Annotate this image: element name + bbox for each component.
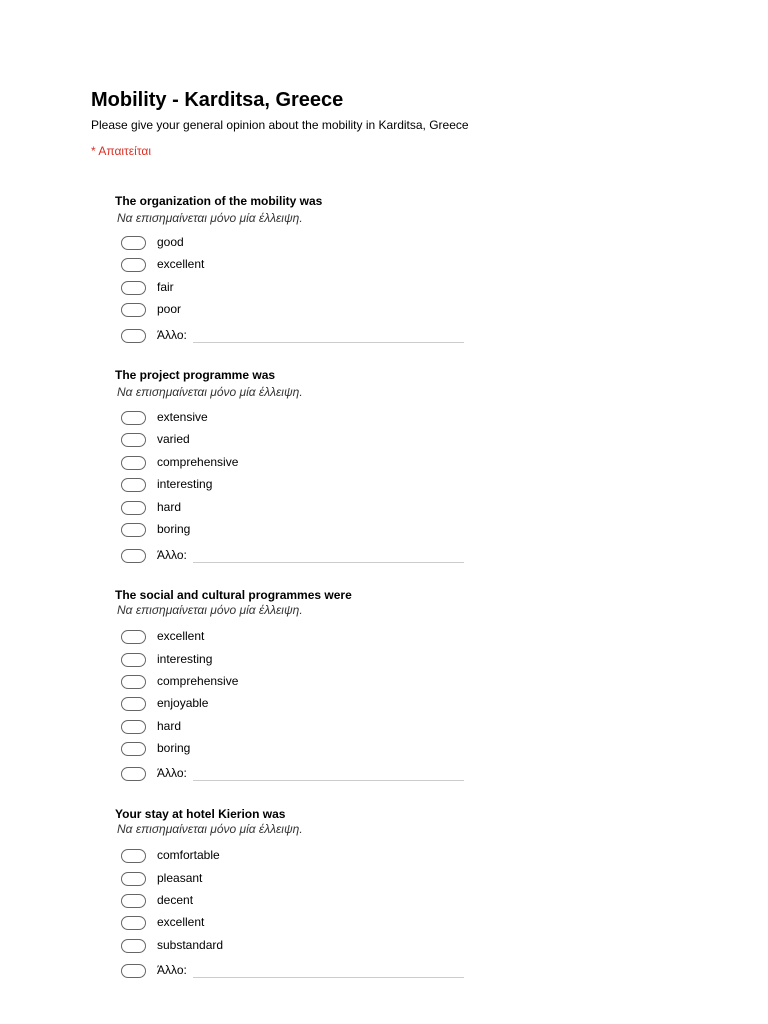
radio-button[interactable]: [121, 303, 146, 317]
option-label: poor: [157, 302, 182, 316]
radio-button[interactable]: [121, 894, 146, 908]
option-label: excellent: [157, 257, 205, 271]
question-title: The organization of the mobility was: [115, 194, 323, 208]
option-pleasant[interactable]: [0, 869, 500, 889]
option-fair[interactable]: [0, 278, 500, 298]
option-label: good: [157, 235, 184, 249]
question-header: [0, 806, 600, 822]
form-title: Mobility - Karditsa, Greece: [91, 89, 344, 111]
radio-button[interactable]: [121, 767, 146, 781]
option-other[interactable]: [0, 326, 500, 346]
option-boring[interactable]: [0, 739, 500, 759]
other-label: Άλλο:: [157, 766, 187, 780]
form-description: Please give your general opinion about the mobility in Karditsa, Greece: [91, 118, 469, 132]
option-label: interesting: [157, 652, 213, 666]
option-label: comfortable: [157, 848, 220, 862]
option-excellent[interactable]: [0, 913, 500, 933]
option-other[interactable]: [0, 546, 500, 566]
question-header: [0, 367, 600, 383]
question-title: The social and cultural programmes were: [115, 588, 352, 602]
option-poor[interactable]: [0, 300, 500, 320]
radio-button[interactable]: [121, 916, 146, 930]
option-label: decent: [157, 893, 194, 907]
option-decent[interactable]: [0, 891, 500, 911]
question-hint: Να επισημαίνεται μόνο μία έλλειψη.: [117, 822, 303, 836]
option-good[interactable]: [0, 233, 500, 253]
option-label: hard: [157, 500, 182, 514]
option-label: comprehensive: [157, 674, 239, 688]
radio-button[interactable]: [121, 675, 146, 689]
radio-button[interactable]: [121, 329, 146, 343]
option-label: excellent: [157, 629, 205, 643]
radio-button[interactable]: [121, 411, 146, 425]
radio-button[interactable]: [121, 236, 146, 250]
radio-button[interactable]: [121, 433, 146, 447]
option-excellent[interactable]: [0, 255, 500, 275]
option-label: hard: [157, 719, 182, 733]
radio-button[interactable]: [121, 630, 146, 644]
option-hard[interactable]: [0, 498, 500, 518]
question-header: [0, 193, 600, 209]
option-other[interactable]: [0, 961, 500, 981]
radio-button[interactable]: [121, 478, 146, 492]
option-label: extensive: [157, 410, 208, 424]
option-comprehensive[interactable]: [0, 453, 500, 473]
option-excellent[interactable]: [0, 627, 500, 647]
option-label: comprehensive: [157, 455, 239, 469]
required-note: * Απαιτείται: [91, 144, 151, 158]
option-label: enjoyable: [157, 696, 209, 710]
option-boring[interactable]: [0, 520, 500, 540]
option-label: boring: [157, 522, 191, 536]
radio-button[interactable]: [121, 549, 146, 563]
radio-button[interactable]: [121, 653, 146, 667]
radio-button[interactable]: [121, 523, 146, 537]
other-text-field[interactable]: [193, 342, 464, 343]
question-title: Your stay at hotel Kierion was: [115, 807, 286, 821]
radio-button[interactable]: [121, 849, 146, 863]
option-interesting[interactable]: [0, 475, 500, 495]
other-label: Άλλο:: [157, 963, 187, 977]
option-substandard[interactable]: [0, 936, 500, 956]
option-interesting[interactable]: [0, 650, 500, 670]
radio-button[interactable]: [121, 258, 146, 272]
option-varied[interactable]: [0, 430, 500, 450]
radio-button[interactable]: [121, 939, 146, 953]
radio-button[interactable]: [121, 697, 146, 711]
question-hint: Να επισημαίνεται μόνο μία έλλειψη.: [117, 603, 303, 617]
option-other[interactable]: [0, 764, 500, 784]
radio-button[interactable]: [121, 720, 146, 734]
question-header: [0, 587, 600, 603]
radio-button[interactable]: [121, 872, 146, 886]
question-hint: Να επισημαίνεται μόνο μία έλλειψη.: [117, 211, 303, 225]
option-comprehensive[interactable]: [0, 672, 500, 692]
radio-button[interactable]: [121, 281, 146, 295]
option-label: pleasant: [157, 871, 203, 885]
radio-button[interactable]: [121, 964, 146, 978]
option-hard[interactable]: [0, 717, 500, 737]
option-label: boring: [157, 741, 191, 755]
question-title: The project programme was: [115, 368, 276, 382]
other-text-field[interactable]: [193, 780, 464, 781]
option-enjoyable[interactable]: [0, 694, 500, 714]
other-text-field[interactable]: [193, 562, 464, 563]
radio-button[interactable]: [121, 456, 146, 470]
other-label: Άλλο:: [157, 548, 187, 562]
question-hint: Να επισημαίνεται μόνο μία έλλειψη.: [117, 385, 303, 399]
other-label: Άλλο:: [157, 328, 187, 342]
option-comfortable[interactable]: [0, 846, 500, 866]
option-extensive[interactable]: [0, 408, 500, 428]
option-label: interesting: [157, 477, 213, 491]
radio-button[interactable]: [121, 501, 146, 515]
radio-button[interactable]: [121, 742, 146, 756]
option-label: fair: [157, 280, 174, 294]
other-text-field[interactable]: [193, 977, 464, 978]
option-label: excellent: [157, 915, 205, 929]
option-label: substandard: [157, 938, 224, 952]
option-label: varied: [157, 432, 190, 446]
